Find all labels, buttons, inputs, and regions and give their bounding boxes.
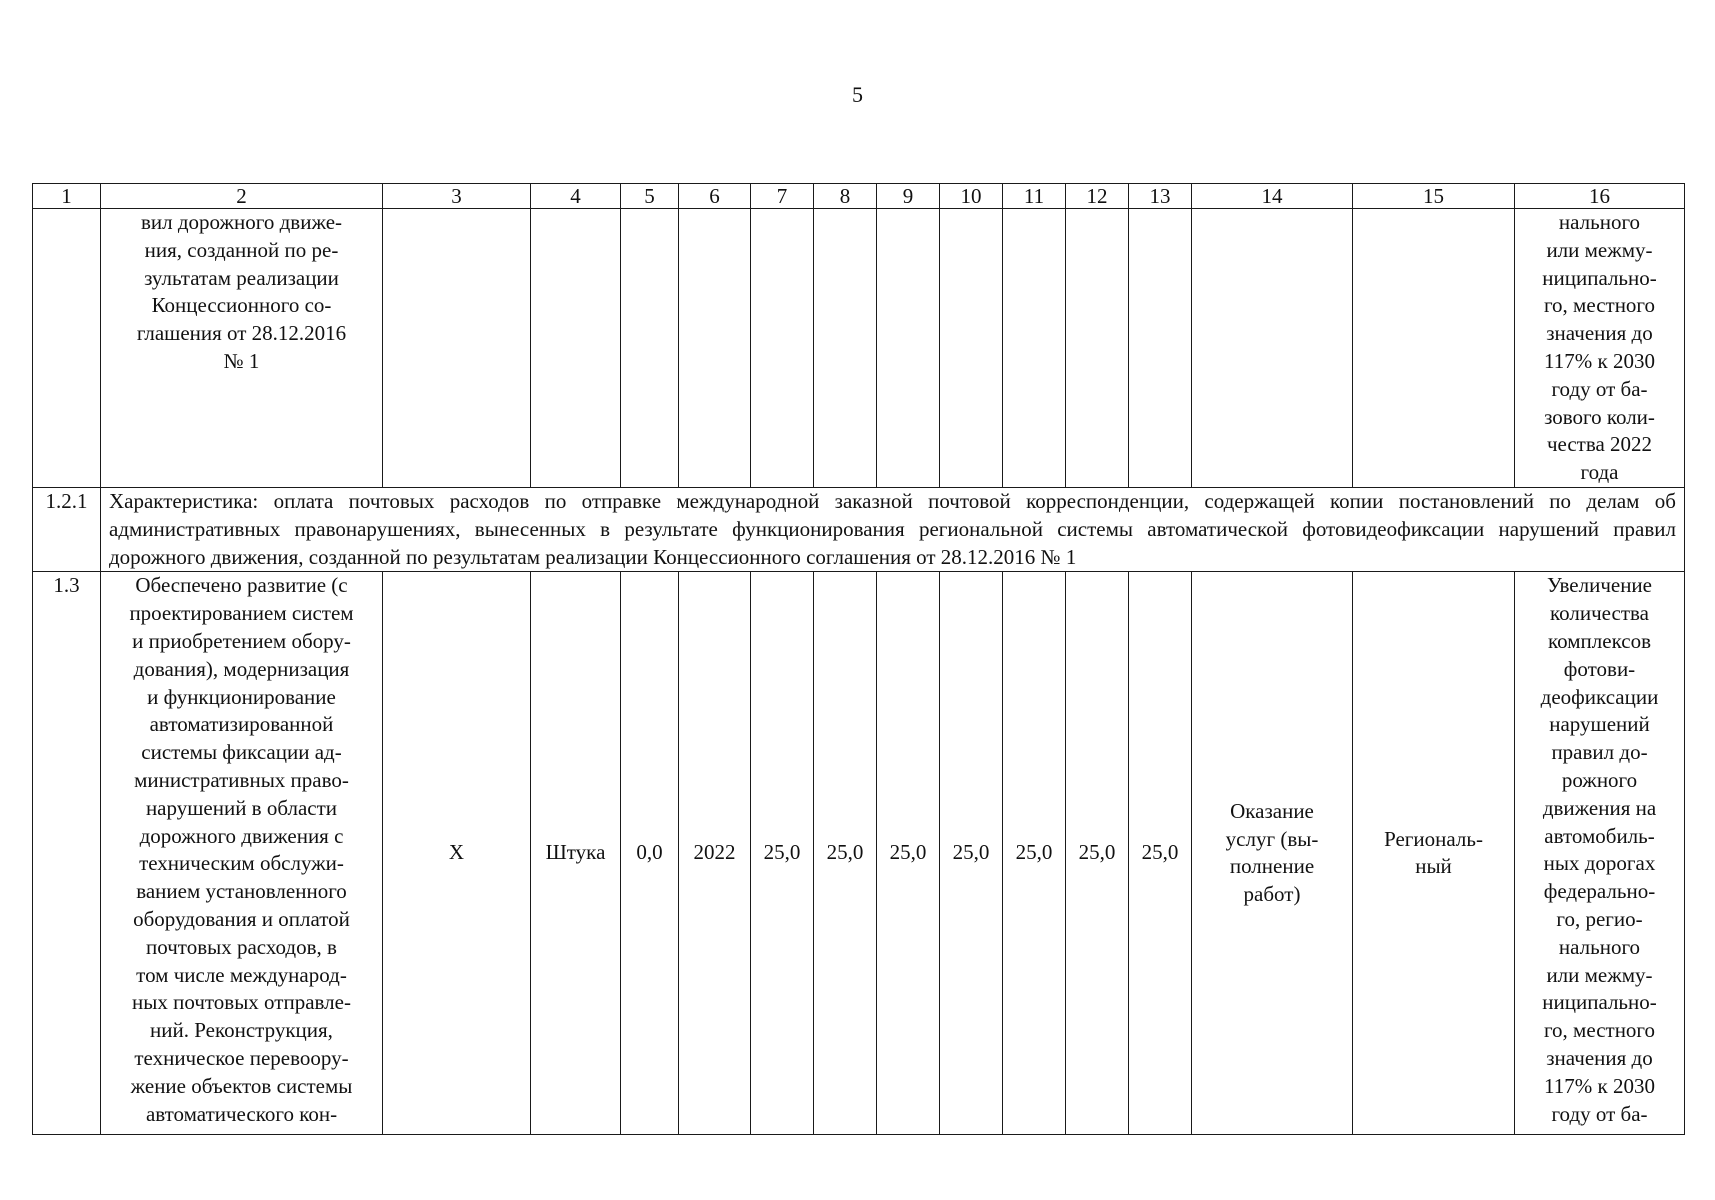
column-header: 9 bbox=[877, 184, 940, 209]
indicator-name-cell: Обеспечено развитие (с проектированием систем и приобретением обору- дования), модернизация и функционирование автоматизированной системы фиксации ад- министративных право- нарушений в области дорожного движения с техническим обслужи- ванием установленного оборудования и оплатой почтовых расходов, в том числе международ- ных почтовых отправле- ний. Реконструкция, техническое перевоору- жение объектов системы автоматического кон- bbox=[101, 572, 383, 1135]
row-number-cell: 1.2.1 bbox=[33, 488, 101, 572]
table-cell bbox=[1129, 209, 1192, 488]
page-number: 5 bbox=[852, 82, 863, 107]
value-cell: 25,0 bbox=[751, 572, 814, 1135]
unit-cell: Штука bbox=[531, 572, 621, 1135]
table-row-1-3 bbox=[33, 572, 1685, 1135]
table-cell bbox=[1003, 209, 1066, 488]
value-cell: 25,0 bbox=[1066, 572, 1129, 1135]
column-header: 11 bbox=[1003, 184, 1066, 209]
value-cell: 25,0 bbox=[940, 572, 1003, 1135]
column-header: 5 bbox=[621, 184, 679, 209]
table-cell bbox=[1353, 209, 1515, 488]
level-cell: Региональ- ный bbox=[1353, 572, 1515, 1135]
column-header: 16 bbox=[1515, 184, 1685, 209]
table-cell bbox=[814, 209, 877, 488]
table-cell bbox=[531, 209, 621, 488]
row-number-cell: 1.3 bbox=[33, 572, 101, 1135]
column-header: 1 bbox=[33, 184, 101, 209]
table-cell bbox=[1066, 209, 1129, 488]
indicators-table bbox=[32, 183, 1685, 1135]
table-cell bbox=[383, 209, 531, 488]
column-header: 4 bbox=[531, 184, 621, 209]
table-cell: Х bbox=[383, 572, 531, 1135]
result-description-cell: нального или межму- ниципально- го, местного значения до 117% к 2030 году от ба- зового коли- чества 2022 года bbox=[1515, 209, 1685, 488]
column-header: 13 bbox=[1129, 184, 1192, 209]
result-description-cell: Увеличение количества комплексов фотови- деофиксации нарушений правил до- рожного движения на автомобиль- ных дорогах федерально- го, регио- нального или межму- ниципально- го, местного значения до 117% к 2030 году от ба- bbox=[1515, 572, 1685, 1135]
table-cell bbox=[877, 209, 940, 488]
event-type-cell: Оказание услуг (вы- полнение работ) bbox=[1192, 572, 1353, 1135]
table-cell bbox=[679, 209, 751, 488]
table-cell bbox=[751, 209, 814, 488]
table-row-1-2-1 bbox=[33, 488, 1685, 572]
column-number-row bbox=[33, 184, 1685, 209]
value-cell: 25,0 bbox=[1129, 572, 1192, 1135]
base-value-cell: 0,0 bbox=[621, 572, 679, 1135]
value-cell: 25,0 bbox=[1003, 572, 1066, 1135]
column-header: 12 bbox=[1066, 184, 1129, 209]
table-row-continuation bbox=[33, 209, 1685, 488]
value-cell: 25,0 bbox=[877, 572, 940, 1135]
table-cell bbox=[621, 209, 679, 488]
value-cell: 25,0 bbox=[814, 572, 877, 1135]
base-year-cell: 2022 bbox=[679, 572, 751, 1135]
table-cell bbox=[940, 209, 1003, 488]
column-header: 14 bbox=[1192, 184, 1353, 209]
characteristic-text: Характеристика: оплата почтовых расходов по отправке международной заказной почтовой корреспонденции, содержащей копии постановлений по делам об административных правонарушениях, вынесенных в результате функционирования региональной системы автоматической фотовидеофиксации нарушений правил дорожного движения, созданной по результатам реализации Концессионного соглашения от 28.12.2016 № 1 bbox=[101, 488, 1685, 572]
table-cell bbox=[1192, 209, 1353, 488]
column-header: 6 bbox=[679, 184, 751, 209]
column-header: 15 bbox=[1353, 184, 1515, 209]
indicator-name-cell: вил дорожного движе- ния, созданной по ре- зультатам реализации Концессионного со- глашения от 28.12.2016 № 1 bbox=[101, 209, 383, 488]
column-header: 7 bbox=[751, 184, 814, 209]
column-header: 3 bbox=[383, 184, 531, 209]
column-header: 8 bbox=[814, 184, 877, 209]
column-header: 10 bbox=[940, 184, 1003, 209]
column-header: 2 bbox=[101, 184, 383, 209]
row-number-cell bbox=[33, 209, 101, 488]
